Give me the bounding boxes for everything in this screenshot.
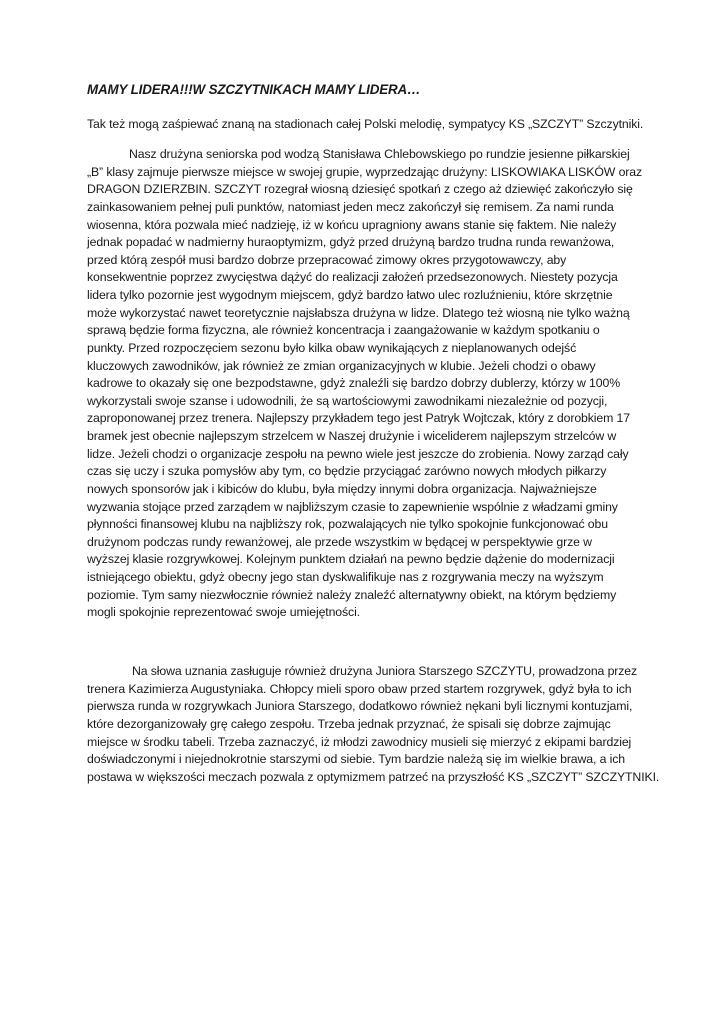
paragraph-line: pierwsza runda w rozgrywkach Juniora Starszego, dodatkowo również nękani byli licznymi kontuzjami, [87, 699, 633, 714]
paragraph-line: zaproponowanej przez trenera. Najlepszy przykładem tego jest Patryk Wojtczak, który z dorobkiem 17 [87, 411, 630, 426]
paragraph-line: postawa w większości meczach pozwala z optymizmem patrzeć na przyszłość KS „SZCZYT” SZCZYTNIKI. [87, 769, 660, 784]
paragraph-line: wyższej klasie rozgrywkowej. Kolejnym punktem działań na pewno będzie dążenie do modernizacji [87, 552, 615, 567]
paragraph-line: Na słowa uznania zasługuje również drużyna Juniora Starszego SZCZYTU, prowadzona przez [132, 664, 638, 678]
paragraph-line: konsekwentnie poprzez zwycięstwa dążyć do realizacji założeń przedsezonowych. Niestety pozycja [87, 270, 618, 285]
paragraph-line: jednak popadać w nadmierny huraoptymizm, gdyż przed drużyną bardzo trudna runda rewanżowa, [87, 235, 615, 250]
paragraph-line: wiosenna, która pozwala mieć nadzieję, iż w końcu upragniony awans stanie się faktem. Nie należy [87, 217, 617, 232]
paragraph-line: Nasz drużyna seniorska pod wodzą Stanisława Chlebowskiego po rundzie jesienne piłkarskiej [129, 147, 630, 161]
paragraph-line: zainkasowaniem pełnej puli punktów, natomiast jeden mecz zakończył się remisem. Za nami runda [87, 199, 614, 214]
paragraph-line: lidze. Jeżeli chodzi o organizacje zespołu na pewno wiele jest jeszcze do zrobienia. Nowy zarząd cały [87, 446, 629, 461]
paragraph-line: lidera tylko pozornie jest wygodnym miejscem, gdyż bardzo łatwo ulec rozluźnieniu, które skrzętnie [87, 288, 613, 302]
paragraph-line: nowych sponsorów jak i kibiców do klubu, była między innymi dobra organizacja. Najważniejsze [87, 481, 597, 496]
paragraph-line: istniejącego obiektu, gdyż obecny jego stan dyskwalifikuje nas z rozgrywania meczy na wyższym [87, 570, 604, 584]
paragraph-line: poziomie. Tym samy niezwłocznie również należy znaleźć alternatywny obiekt, na którym będziemy [87, 587, 617, 602]
paragraph-line: kadrowe to okazały się one bezpodstawne, gdyż znaleźli się bardzo dobrzy dublerzy, którzy w 100% [87, 376, 621, 391]
paragraph-line: które dezorganizowały grę całego zespołu. Trzeba jednak przyznać, że spisali się dobrze zajmując [87, 716, 611, 731]
paragraph-line: „B” klasy zajmuje pierwsze miejsce w swojej grupie, wyprzedzając drużyny: LISKOWIAKA LISKÓW oraz [87, 164, 643, 179]
paragraph-junior-team [87, 663, 660, 786]
paragraph-line: miejsce w środku tabeli. Trzeba zaznaczyć, iż młodzi zawodnicy musieli się mierzyć z ekipami bardziej [87, 734, 632, 749]
paragraph-line: wyzwania stojące przed zarządem w najbliższym czasie to zapewnienie wspólnie z władzami gminy [87, 499, 618, 514]
paragraph-line: DRAGON DZIERZBIN. SZCZYT rozegrał wiosną dziesięć spotkań z czego aż dziewięć zakończyło się [87, 182, 633, 197]
paragraph-line: drużynom podczas rundy rewanżowej, ale przede wszystkim w będącej w perspektywie grze w [87, 534, 592, 549]
intro-paragraph: Tak też mogą zaśpiewać znaną na stadionach całej Polski melodię, sympatycy KS „SZCZYT” Szczytniki. [87, 117, 644, 131]
paragraph-line: przed którą zespół musi bardzo dobrze przepracować zimowy okres przygotowawczy, aby [87, 252, 567, 267]
paragraph-line: bramek jest obecnie najlepszym strzelcem w Naszej drużynie i wiceliderem najlepszym strzelców w [87, 429, 617, 443]
paragraph-line: doświadczonymi i niejednokrotnie starszymi od siebie. Tym bardzie należą się im wielkie brawa, a ich [87, 752, 625, 767]
paragraph-line: mogli spokojnie reprezentować swoje umiejętności. [87, 605, 360, 620]
paragraph-senior-team [87, 146, 642, 622]
paragraph-line: czas się uczy i szuka pomysłów aby tym, co będzie przyciągać zarówno nowych młodych piłkarzy [87, 464, 607, 479]
paragraph-line: może wykorzystać nawet teoretycznie najsłabsza drużyna w lidze. Dlatego też wiosną nie tylko ważną [87, 305, 630, 320]
paragraph-line: płynności finansowej klubu na najbliższy rok, pozwalających nie tylko spokojnie funkcjonować obu [87, 517, 608, 532]
paragraph-line: trenera Kazimierza Augustyniaka. Chłopcy mieli sporo obaw przed startem rozgrywek, gdyż była to ich [87, 681, 632, 696]
paragraph-line: kluczowych zawodników, jak również ze zmian organizacyjnych w klubie. Jeżeli chodzi o obawy [87, 358, 596, 373]
paragraph-line: sprawą będzie forma fizyczna, ale również koncentracja i zaangażowanie w każdym spotkaniu o [87, 323, 600, 338]
article-title: MAMY LIDERA!!!W SZCZYTNIKACH MAMY LIDERA… [87, 82, 421, 97]
paragraph-line: punkty. Przed rozpoczęciem sezonu było kilka obaw wynikających z nieplanowanych odejść [87, 340, 577, 355]
paragraph-line: wykorzystali swoje szanse i udowodnili, że są wartościowymi zawodnikami niezależnie od pozycji, [87, 393, 608, 408]
